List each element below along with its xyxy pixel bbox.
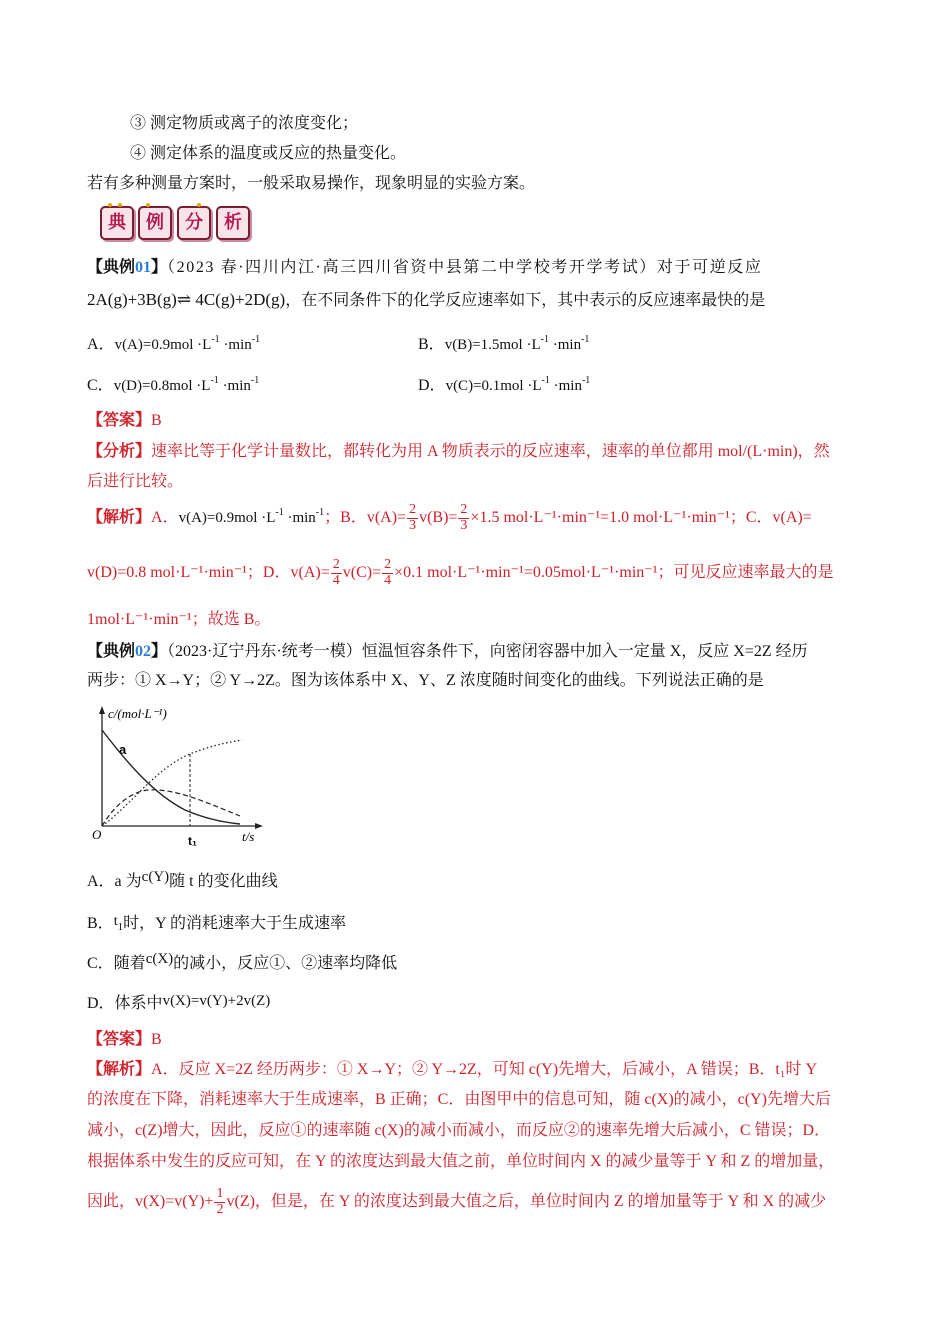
ex1-solution-2: v(D)=0.8 mol·L⁻¹·min⁻¹；D．v(A)= $\frac{2}{4}$ v(C)= $\frac{2}{4}$ ×0.1 mol·L⁻¹·min⁻¹=0.05mol·L⁻¹·min⁻¹；可见反应速率最大的是 bbox=[87, 557, 834, 588]
ex1-option-d: D．$v(C)=0.1mol \cdot L^{-1} \cdot\min^{-1}$ bbox=[418, 375, 591, 394]
ex2-option-a: A．a 为c(Y)随 t 的变化曲线 bbox=[87, 869, 278, 890]
badge-dian: 典 bbox=[100, 206, 134, 240]
ex2-solution-5: 因此，v(X)=v(Y)+ $\frac{1}{2}$ v(Z)，但是，在 Y 的浓度达到最大值之后，单位时间内 Z 的增加量等于 Y 和 X 的减少 bbox=[87, 1186, 827, 1217]
ex1-header bbox=[87, 258, 863, 277]
ex1-tag-num: 01 bbox=[135, 259, 152, 276]
origin-label: O bbox=[92, 827, 102, 842]
ex2-solution-4: 根据体系中发生的反应可知，在 Y 的浓度达到最大值之前，单位时间内 X 的减少量等于 Y 和 Z 的增加量， bbox=[87, 1153, 835, 1170]
intro-item-3: ③ 测定物质或离子的浓度变化； bbox=[130, 115, 359, 132]
x-axis-label: t/s bbox=[242, 829, 255, 844]
intro-item-4: ④ 测定体系的温度或反应的热量变化。 bbox=[130, 145, 407, 162]
ex1-source: （2023 春·四川内江·高三四川省资中县第二中学校考开学考试）对于可逆反应 bbox=[167, 259, 763, 276]
ex1-analysis-2: 后进行比较。 bbox=[87, 473, 184, 490]
badge-fen: 分 bbox=[177, 206, 211, 240]
fraction-2-4: $\frac{2}{4}$ bbox=[384, 557, 392, 588]
ex2-option-d: D．体系中v(X)=v(Y)+2v(Z) bbox=[87, 993, 271, 1012]
ex1-option-b: B．$v(B)=1.5mol \cdot L^{-1} \cdot\min^{-1}$ bbox=[418, 334, 590, 353]
fraction-2-3: $\frac{2}{3}$ bbox=[460, 502, 468, 533]
ex2-option-c: C．随着c(X)的减小，反应①、②速率均降低 bbox=[87, 951, 398, 972]
fraction-2-3: $\frac{2}{3}$ bbox=[409, 502, 417, 533]
ex1-option-c: C．$v(D)=0.8mol \cdot L^{-1} \cdot\min^{-1}$ bbox=[87, 375, 260, 394]
ex1-tag-open: 【典例 bbox=[87, 259, 136, 276]
y-axis-label: c/(mol·L⁻¹) bbox=[108, 706, 167, 721]
ex1-answer: 【答案】B bbox=[87, 412, 162, 429]
ex2-solution-1: 【解析】A．反应 X=2Z 经历两步：① X→Y；② Y→2Z，可知 c(Y)先增大，后减小，A 错误；B．t₁时 Y bbox=[87, 1061, 818, 1078]
ex2-header: 【典例02】（2023·辽宁丹东·统考一模）恒温恒容条件下，向密闭容器中加入一定量 X，反应 X=2Z 经历 bbox=[87, 643, 808, 660]
fraction-1-2: $\frac{1}{2}$ bbox=[216, 1186, 224, 1217]
ex1-tag-close: 】 bbox=[151, 259, 168, 276]
badge-xi: 析 bbox=[216, 206, 250, 240]
fraction-2-4: $\frac{2}{4}$ bbox=[332, 557, 340, 588]
ex2-question-2: 两步：① X→Y；② Y→2Z。图为该体系中 X、Y、Z 浓度随时间变化的曲线。下列说法正确的是 bbox=[87, 672, 764, 689]
ex1-question: ，在不同条件下的化学反应速率如下，其中表示的反应速率最快的是 bbox=[285, 292, 766, 309]
intro-note: 若有多种测量方案时，一般采取易操作，现象明显的实验方案。 bbox=[87, 175, 536, 192]
t1-label: t₁ bbox=[188, 834, 197, 848]
ex1-analysis-1: 【分析】速率比等于化学计量数比，都转化为用 A 物质表示的反应速率，速率的单位都用 mol/(L·min)，然 bbox=[87, 443, 830, 460]
ex1-equation-line bbox=[87, 290, 765, 310]
ex1-option-a: A．$v(A)=0.9mol \cdot L^{-1} \cdot\min^{-1}$ bbox=[87, 334, 261, 353]
ex2-answer: 【答案】B bbox=[87, 1031, 162, 1048]
x-axis-arrow bbox=[255, 823, 263, 829]
concentration-chart bbox=[90, 702, 270, 852]
ex1-equation: 2A(g)+3B(g)⇌ 4C(g)+2D(g) bbox=[87, 290, 286, 309]
ex1-solution-1: 【解析】A．$v(A)=0.9mol \cdot L^{-1} \cdot\min^{-1}$；B．v(A)= $\frac{2}{3}$ v(B)= $\frac{2}{3}$ ×1.5 mol·L⁻¹·min⁻¹=1.0 mol·L⁻¹·min⁻¹；C．v(A)= bbox=[87, 502, 812, 533]
badge-li: 例 bbox=[138, 206, 172, 240]
curve-a-label: a bbox=[119, 742, 127, 757]
ex2-option-b: B．t1时，Y 的消耗速率大于生成速率 bbox=[87, 914, 347, 933]
ex2-solution-2: 的浓度在下降，消耗速率大于生成速率，B 正确；C．由图甲中的信息可知，随 c(X)的减小，c(Y)先增大后 bbox=[87, 1091, 831, 1108]
ex2-solution-3: 减小，c(Z)增大，因此，反应①的速率随 c(X)的减小而减小，而反应②的速率先增大后减小，C 错误；D． bbox=[87, 1122, 831, 1139]
y-axis-arrow bbox=[99, 706, 105, 714]
ex1-solution-3: 1mol·L⁻¹·min⁻¹；故选 B。 bbox=[87, 611, 271, 628]
